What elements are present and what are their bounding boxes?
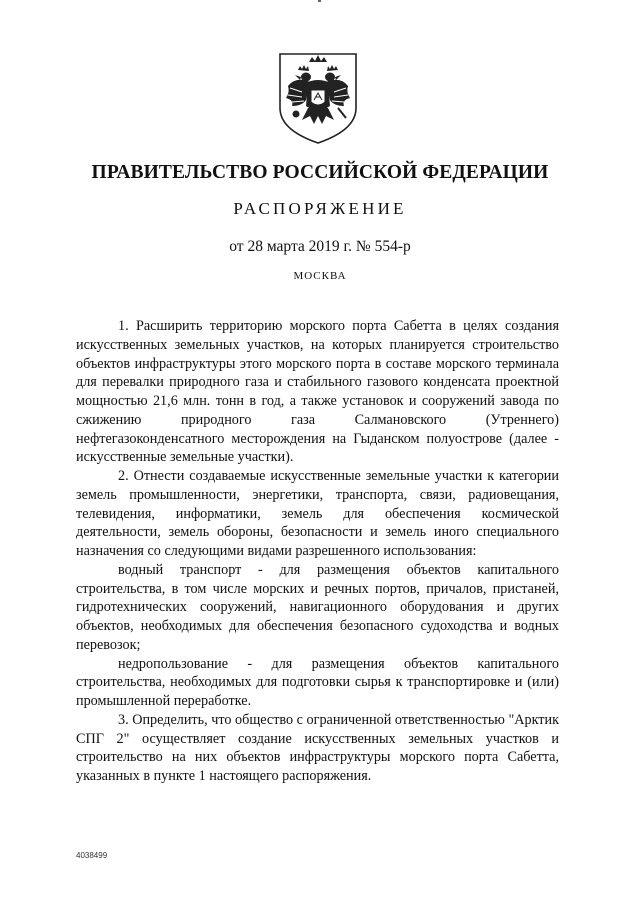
document-body [76, 317, 559, 786]
government-title: ПРАВИТЕЛЬСТВО РОССИЙСКОЙ ФЕДЕРАЦИИ [91, 162, 549, 183]
document-city: МОСКВА [293, 270, 347, 282]
paragraph-1: 1. Расширить территорию морского порта Сабетта в целях создания искусственных земельных участков, на которых планируется строительство объектов инфраструктуры этого морского порта в составе морского терминала для перевалки природного газа и стабильного газового конденсата проектной мощностью 21,6 млн. тонн в год, а также установок и сооружений завода по сжижению природного газа Салмановского (Утреннего) нефтегазоконденсатного месторождения на Гыданском полуострове (далее - искусственные земельные участки). [76, 318, 559, 466]
document-date-number: от 28 марта 2019 г. № 554-р [229, 238, 411, 255]
coat-of-arms-icon [276, 50, 360, 146]
paragraph-2-item-subsoil-use: недропользование - для размещения объектов капитального строительства, необходимых для подготовки сырья к транспортировке и (или) промышленной переработке. [76, 655, 559, 709]
paragraph-3: 3. Определить, что общество с ограниченной ответственностью "Арктик СПГ 2" осуществляет создание искусственных земельных участков и строительство на них объектов инфраструктуры морского порта Сабетта, указанных в пункте 1 настоящего распоряжения. [76, 711, 559, 784]
paragraph-2: 2. Отнести создаваемые искусственные земельные участки к категории земель промышленности, энергетики, транспорта, связи, радиовещания, телевидения, информатики, земель для обеспечения космической деятельности, земель обороны, безопасности и земель иного специального назначения со следующими видами разрешенного использования: [76, 468, 559, 559]
page-top-mark [318, 0, 321, 2]
document-code: 4038499 [76, 851, 108, 860]
paragraph-2-item-water-transport: водный транспорт - для размещения объектов капитального строительства, в том числе морских и речных портов, причалов, пристаней, гидротехнических сооружений, навигационного оборудования и других объектов, необходимых для обеспечения безопасного судоходства и водных перевозок; [76, 561, 559, 653]
document-type: РАСПОРЯЖЕНИЕ [233, 199, 407, 218]
